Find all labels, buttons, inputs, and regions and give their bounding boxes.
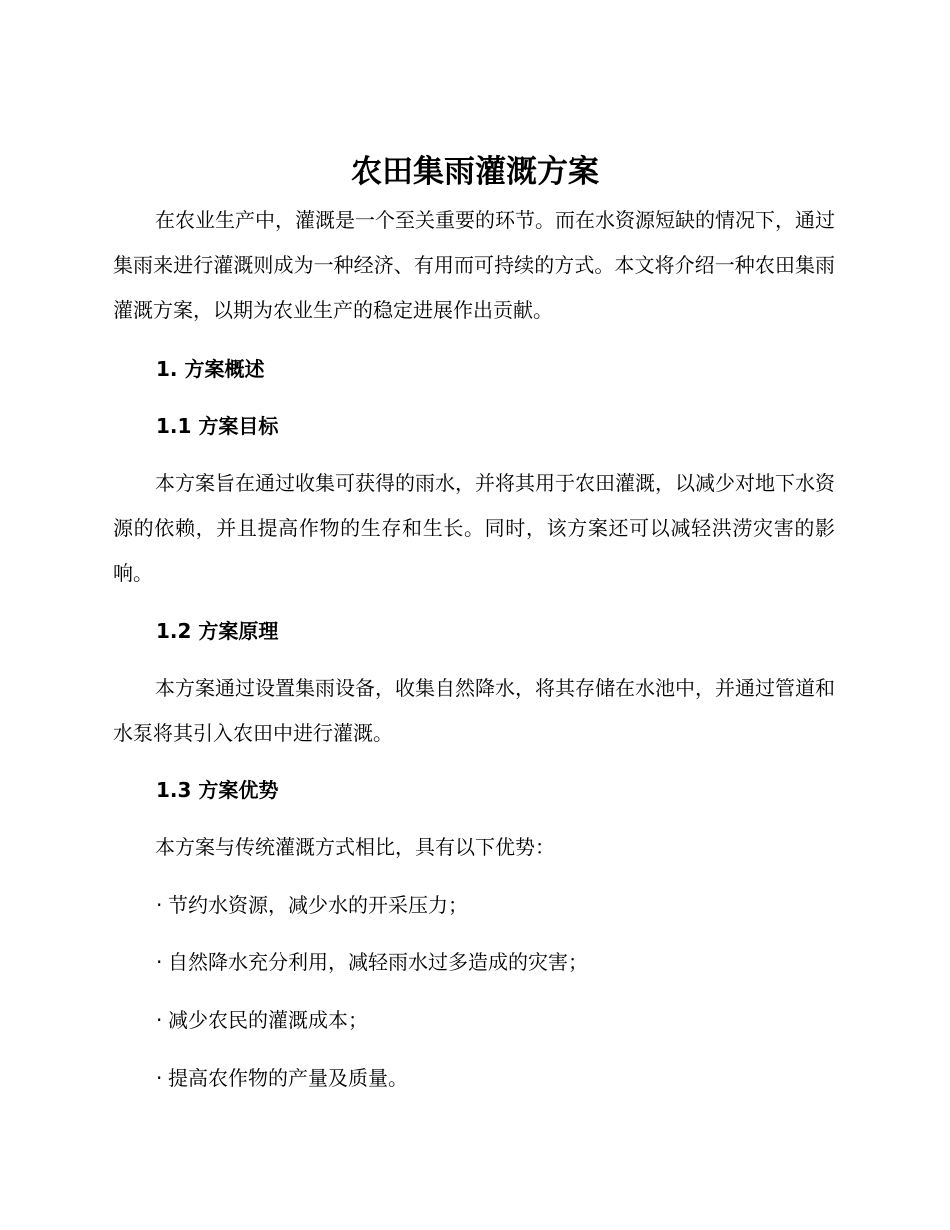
list-item-text: 减少农民的灌溉成本；: [168, 1008, 368, 1032]
list-item: [156, 1005, 368, 1035]
section-1-2-heading: 1.2 方案原理: [156, 619, 279, 643]
list-item-text: 提高农作物的产量及质量。: [168, 1066, 408, 1090]
list-item: [156, 1063, 408, 1093]
section-1-3-paragraph: 本方案与传统灌溉方式相比，具有以下优势：: [155, 835, 555, 859]
bullet-marker: ·: [156, 1008, 163, 1032]
intro-paragraph: 在农业生产中，灌溉是一个至关重要的环节。而在水资源短缺的情况下，通过集雨来进行灌溉则成为一种经济、有用而可持续的方式。本文将介绍一种农田集雨灌溉方案，以期为农业生产的稳定进展作出贡献。: [113, 208, 835, 322]
section-1-2-paragraph: 本方案通过设置集雨设备，收集自然降水，将其存储在水池中，并通过管道和水泵将其引入农田中进行灌溉。: [113, 676, 835, 745]
bullet-marker: ·: [156, 1066, 163, 1090]
section-1-3-heading: 1.3 方案优势: [156, 778, 279, 802]
list-item: [156, 947, 588, 977]
section-1-1-paragraph: 本方案旨在通过收集可获得的雨水，并将其用于农田灌溉，以减少对地下水资源的依赖，并且提高作物的生存和生长。同时，该方案还可以减轻洪涝灾害的影响。: [113, 471, 835, 585]
bullet-marker: ·: [156, 950, 163, 974]
list-item: [156, 890, 468, 920]
bullet-marker: ·: [156, 893, 163, 917]
list-item-text: 自然降水充分利用，减轻雨水过多造成的灾害；: [168, 950, 588, 974]
list-item-text: 节约水资源，减少水的开采压力；: [168, 893, 468, 917]
section-1-1-heading: 1.1 方案目标: [156, 414, 279, 438]
document-title: 农田集雨灌溉方案: [351, 154, 599, 190]
section-1-heading: 1. 方案概述: [156, 357, 265, 381]
